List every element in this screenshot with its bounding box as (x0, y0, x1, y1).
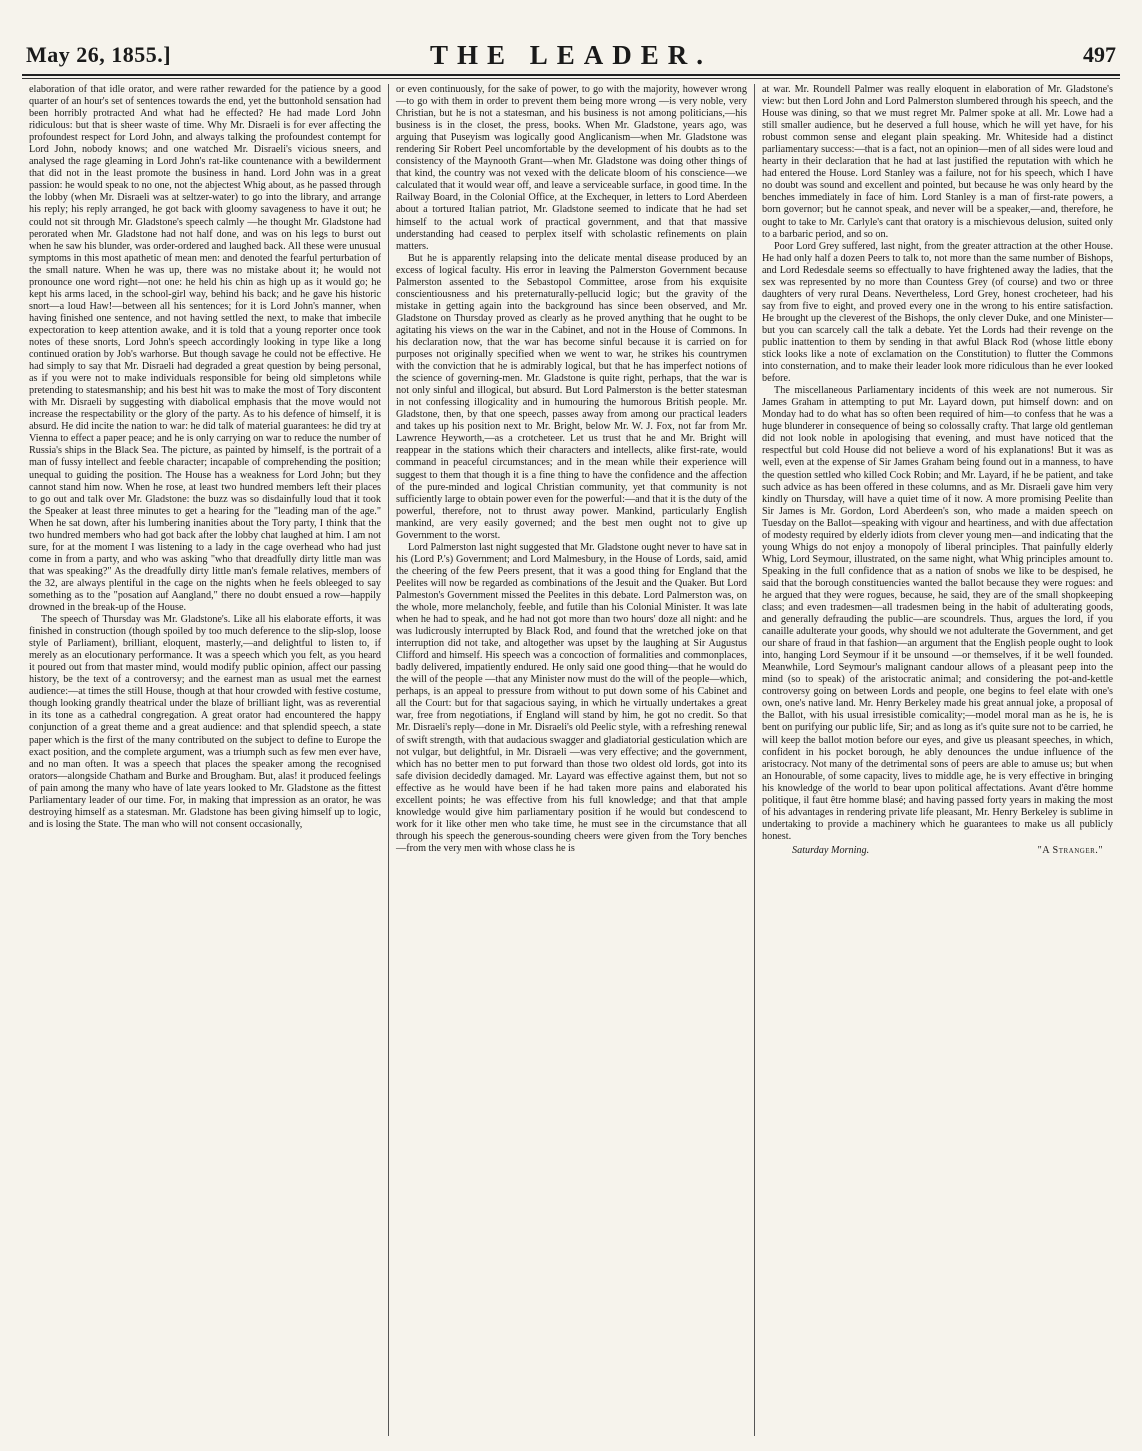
column-3 (754, 84, 1120, 1436)
masthead-rule-thin (22, 78, 1120, 79)
page-number: 497 (1083, 42, 1116, 67)
sign-off: Saturday Morning. (792, 844, 870, 856)
paragraph: at war. Mr. Roundell Palmer was really eloquent in elaboration of Mr. Gladstone's view: but then Lord John and Lord Palmerston slumbered through his speech, and the House was dining, so that we must regret Mr. Palmer spoke at all. Mr. Lowe had a still smaller audience, but he deserved a full house, which he will yet have, for his robust common sense and elegant plain speaking. Mr. Whiteside had a distinct parliamentary success:—that is a fact, not an opinion—men of all sides were loud and hearty in their declaration that he had at last justified the reputation with which he had entered the House. Lord Stanley was a failure, not for his speech, which I have no doubt was sound and excellent and pointed, but because he was only heard by the benches immediately in face of him. Lord Stanley is a man of first-rate powers, a born governor; but he cannot speak, and never will be a speaker,—and, therefore, he ought to take to Mr. Carlyle's cant that oratory is a mischievous delusion, suited only to a barbaric period, and so on. (762, 84, 1113, 240)
column-2 (388, 84, 754, 1436)
paragraph: Poor Lord Grey suffered, last night, from the greater attraction at the other House. He had only half a dozen Peers to talk to, not more than the same number of Bishops, and Lord Redesdale seems so effectually to have frightened away the ladies, that the sex was represented by no more than Countess Grey (of course) and two or three daughters of very rural Deans. Nevertheless, Lord Grey, honest crocheteer, had his say from five to eight, and proved every one in the wrong to his entire satisfaction. He brought up the cleverest of the Bishops, the only clever Duke, and one Minister—but you can scarcely call the talk a debate. Yet the Lords had their revenge on the public inattention to them by sending in that awful Black Rod (whose little ebony stick looks like a note of exclamation on the Constitution) to flutter the Commons into consternation, and to make their leader look more ridiculous than he ever looked before. (762, 240, 1113, 385)
paragraph: But he is apparently relapsing into the delicate mental disease produced by an excess of logical faculty. His error in leaving the Palmerston Government because Palmerston assented to the Sebastopol Committee, arose from his exquisite conscientiousness and his preternaturally-pellucid logic; but the gravity of the mistake in getting again into the background has since been observed, and Mr. Gladstone on Thursday proved as clearly as he proved anything that he ought to be agitating his views on the war in the Cabinet, and not in the House of Commons. In his declaration now, that the war has become sinful because it is carried on for purposes not originally specified when we went to war, he strikes his countrymen with the conviction that he is admirably logical, but that he has imperfect notions of the science of governing-men. Mr. Gladstone is quite right, perhaps, that the war is not only sinful and illogical, but absurd. But Lord Palmerston is the better statesman in not confessing illogicality and in humouring the humorous British people. Mr. Gladstone, then, by that one speech, passes away from among our practical leaders and takes up his position next to Mr. Bright, below Mr. W. J. Fox, not far from Mr. Lawrence Heyworth,—as a crotcheteer. Let us trust that he and Mr. Bright will reappear in the stations which their characters and intellects, alike first-rate, would command in peaceful circumstances; and in the mean while their experience will suggest to them that though it is a fine thing to have the confidence and the affection of the pure-minded and logical Christian community, yet that community is not sufficiently large to obtain power even for the powerful:—and that it is the duty of the powerful, therefore, not to thrust away power. Mankind, particularly English mankind, are very easily governed; and the best men ought not to give up Government to the worst. (396, 252, 747, 541)
masthead-rule (22, 74, 1120, 76)
issue-date: May 26, 1855.] (26, 42, 172, 67)
paragraph: The speech of Thursday was Mr. Gladstone's. Like all his elaborate efforts, it was finished in construction (though spoiled by too much deference to the slip-slop, loose style of Parliament), brilliant, eloquent, masterly,—and delightful to listen to, if merely as an elocutionary performance. It was a speech which you felt, as you heard it poured out from that master mind, would modify public opinion, affect our passing history, be the text of a controversy; and the earnest man as usual met the earnest audience:—at times the still House, though at that hour crowded with festive costume, though looking grandly theatrical under the blaze of brilliant light, was as reverential in its tone as a cathedral congregation. A great orator had encountered the happy conjunction of a great theme and a great audience: and that splendid speech, a state paper which is the first of the many contributed on the subject to define to Europe the exact position, and the complete argument, was a triumph such as few men ever have, and no man often. It was a speech that places the speaker among the recognised orators—alongside Chatham and Burke and Brougham. But, alas! it produced feelings of pain among the many who have of late years looked to Mr. Gladstone as the fittest Parliamentary leader of our time. For, in making that impression as an orator, he was destroying himself as a statesman. Mr. Gladstone has been giving himself up to logic, and is losing the State. The man who will not consent occasionally, (29, 614, 381, 830)
paragraph: The miscellaneous Parliamentary incidents of this week are not numerous. Sir James Graham in attempting to put Mr. Layard down, put himself down: and on Monday had to do what has so often been required of him—to confess that he was a huge blunderer in consequence of being so colossally crafty. That large old gentleman did not look noble in apologising that evening, and must have noticed that the respectful but cold House did not believe a word of his explanations! But it was as well, even at the expense of Sir James Graham being found out in a manness, to have the question settled who killed Cock Robin; and Mr. Layard, if he be patient, and take such advice as has been offered in these columns, and as Mr. Disraeli gave him very kindly on Thursday, will have a quiet time of it now. A more promising Peelite than Sir James is Mr. Gordon, Lord Aberdeen's son, who made a maiden speech on Tuesday on the Ballot—speaking with vigour and heartiness, and with due affectation of modesty required by elderly idiots from clever young men—and indicating that the young Whigs do not enjoy a monopoly of liberal principles. That painfully elderly Whig, Lord Seymour, illustrated, on the same night, what Whig principles amount to. Speaking in the full confidence that as a nation of snobs we like to be despised, he said that the borough constituencies wanted the ballot because they were rogues: and he argued that they were rogues, because, he said, they are of the small shopkeeping class; and even tradesmen—all tradesmen being in the habit of adulterating goods, and generally defrauding the public—are scoundrels. Thus, argues the lord, if you canaille adulterate your goods, why should we not adulterate the Government, and get our share of fraud in that fashion—an argument that the English people ought to look into, hanging Lord Seymour if it be unsound —or themselves, if it be well founded. Meanwhile, Lord Seymour's malignant candour allows of a pleasant peep into the mind (so to speak) of the aristocratic animal; and considering the pot-and-kettle controversy going on between Lords and people, one begins to feel elate with one's own, one's native land. Mr. Henry Berkeley made his great annual joke, a proposal of the Ballot, with his usual irresistible comicality;—model moral man as he is, he is bent on purifying our public life, Sir; and as long as it's quite sure not to be carried, he will keep the ballot motion before our eyes, and give us pleasant speeches, in which, confident in his pocket borough, he ably denounces the undue influence of the aristocracy. Not many of the detrimental sons of peers are able to amuse us; but when an Honourable, of some capacity, lives to middle age, he is very effective in bringing his knowledge of the world to bear upon political affectations. Avant d'être homme politique, il faut être homme blasé; and having passed forty years in making the most of his advantages in rendering private life pleasant, Mr. Henry Berkeley is sublime in undertaking to provide a machinery which he guarantees to make us all publicly honest. (762, 385, 1113, 842)
paragraph: or even continuously, for the sake of power, to go with the majority, however wrong—to go with them in order to prevent them being more wrong —is very noble, very Christian, but he is not a statesman, and his business is not among politicians,—his business is in the closet, the press, books. When Mr. Gladstone, years ago, was arguing that Puseyism was logically good Anglicanism—when Mr. Gladstone was rendering Sir Robert Peel uncomfortable by the development of his doubts as to the consistency of the Maynooth Grant—when Mr. Gladstone was doing other things of that kind, the country was not vexed with the delicate bloom of his conscience—we calculated that it would wear off, and leave a serviceable surface, in good time. In the Railway Board, in the Colonial Office, at the Exchequer, in letters to Lord Aberdeen about a tortured Italian patriot, Mr. Gladstone seemed to indicate that he had set himself to the actual work of practical government, and that that massive understanding had ceased to perplex itself with scholastic refinements on plain matters. (396, 84, 747, 252)
author-signature: "A Stranger." (1037, 844, 1103, 856)
publication-title: THE LEADER. (429, 40, 713, 70)
column-1 (22, 84, 388, 1436)
sign-off-line (762, 845, 1113, 859)
paragraph: Lord Palmerston last night suggested that Mr. Gladstone ought never to have sat in his (Lord P.'s) Government; and Lord Malmesbury, in the House of Lords, said, amid the cheering of the few Peers present, that it was a good thing for England that the Peelites will now be regarded as combinations of the Jesuit and the Quaker. But Lord Palmeston's Government missed the Peelites in this debate. Lord Palmerston was, on the whole, more melancholy, feeble, and futile than his Colonial Minister. It was late when he had to speak, and he had not got more than two hours' doze all night: and he was ludicrously interrupted by Black Rod, and found that the wretched joke on that interruption did not take, and altogether was upset by the laughing at Sir Augustus Clifford and himself. His speech was a concoction of formalities and commonplaces, badly delivered, impatiently endured. He only said one good thing—that he would do the will of the people —that any Minister now must do the will of the people—which, perhaps, is an appeal to pressure from without to put down some of his Cabinet and all the Court: but for that sagacious saying, in which he virtually undertakes a great war, free from negotiations, if England will stand by him, he got no credit. So that Mr. Disraeli's reply—done in Mr. Disraeli's old Peelic style, with a refreshing renewal of swift strength, with that audacious swagger and gladiatorial gesticulation which are not vulgar, but delightful, in Mr. Disraeli —was very effective; and the government, which has no better men to put forward than those two oldest old lords, got into its safe division decidedly damaged. Mr. Layard was effective against them, but not so effective as he would have been if he had taken more pains and elaborated his excellent points; he was effective from his full knowledge; and that that ample knowledge would give him parliamentary position if he would but condescend to work for it like other men who take time, he must see in the circumstance that all through his speech the generous-sounding cheers were given from the Tory benches—from the very men with whose class he is (396, 541, 747, 854)
paragraph: elaboration of that idle orator, and were rather rewarded for the patience by a good quarter of an hour's set of sentences towards the end, yet the buttonhold sensation had been horribly protracted And what had he effected? He had made Lord John ridiculous: but that is sheer waste of time. Why Mr. Disraeli is for ever affecting the profoundest respect for Lord John, and always talking the profoundest contempt for Lord John, nobody knows; and one watched Mr. Disraeli's vicious sneers, and analysed the rage gleaming in Lord John's rat-like countenance with a bewilderment that did not in the least promote the business in hand. Lord John was in a great passion: he would speak to no one, not the abjectest Whig about, as he passed through the lobby (when Mr. Disraeli was at seltzer-water) to go into the library, and arrange his reply; his reply arranged, he got back with gloomy savageness to have it out; he could not sit through Mr. Gladstone's speech calmly —he thought Mr. Gladstone had perorated when Mr. Gladstone had not half done, and was on his legs to burst out when he saw his blunder, was order-ordered and laughed back. All these were unusual symptoms in this most apathetic of mean men: and denoted the fearful perturbation of the small nature. When he was up, there was no mistake about it; he would not pronounce one word right—not one: he held his chin as high up as it would go; he kept his arms laced, in the school-girl way, behind his back; and he gave his historic snort—a loud Haw!—between all his sentences; for it is Lord John's manner, when having finished one sentence, and not having settled the next, to make that imbecile expectoration to keep attention awake, and it is told that a young reporter once took notes of these snorts, Lord John's speech accordingly looking in type like a long continued oration by Job's warhorse. But though savage he could not be effective. He had simply to say that Mr. Disraeli had degraded a great question by being personal, as if you were not to make individuals responsible for being old simpletons while pretending to statesmanship; and his best hit was to make the most of Tory discontent with Mr. Disraeli by suggesting with diabolical emphasis that the move would not increase the respectability or the glory of the party. As to his defence of himself, it is absurd. He did incite the nation to war: he did talk of material guarantees: he did try at Vienna to effect a paper peace; and he is only carrying on war to reduce the number of Russia's ships in the Black Sea. The picture, as painted by himself, is the portrait of a man of fussy intellect and feeble character; incapable of comprehending the position; unequal to guiding the position. The House has a weakness for Lord John; but they cannot stand him now. When he rose, at least two hundred members left their places to go out and talk over Mr. Gladstone: the buzz was so disdainfully loud that it took the Speaker at least three minutes to get a hearing for the "leading man of the age." When he sat down, after his lumbering inanities about the Tory party, I think that the two hundred members who had got back after the lobby chat laughed at him. I am not sure, for at the moment I was listening to a lady in the cage overhead who had just come in from a party, and who was asking "who that dreadfully dirty little man was that was speaking?" As the dreadfully dirty little man's female relatives, members of the 32, are always plentiful in the cage on the nights when he feels obleeged to say something as to the "posation auf Aangland," there no doubt ensued a row—happily drowned in the break-up of the House. (29, 84, 381, 614)
masthead (22, 40, 1120, 72)
article-columns (22, 84, 1120, 1436)
